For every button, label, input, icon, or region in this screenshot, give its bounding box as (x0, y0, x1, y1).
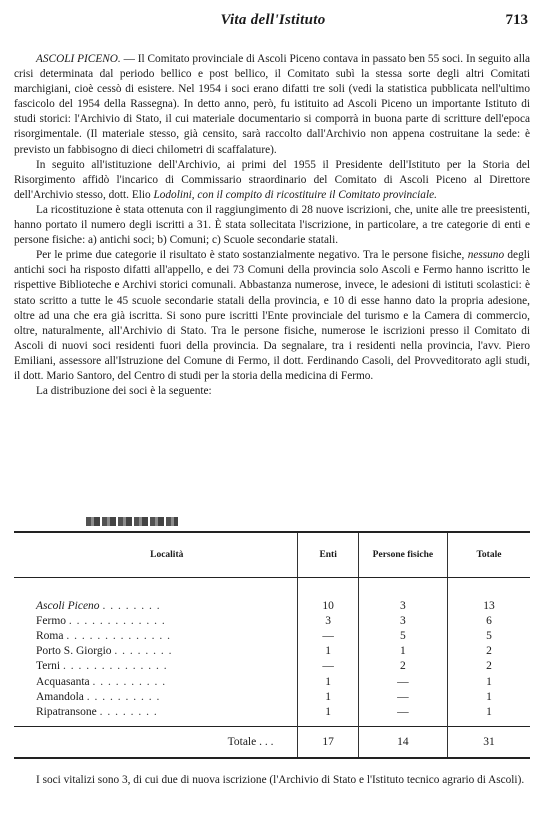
table-row (14, 613, 530, 628)
total-label: Totale . . . (14, 726, 298, 758)
row-location: Amandola (36, 690, 84, 703)
row-totale: 1 (447, 674, 530, 689)
row-persone: 2 (358, 659, 447, 674)
col-header-persone: Persone fisiche (358, 532, 447, 578)
dot-leader: . . . . . . . . . . . . . (68, 614, 166, 627)
paragraph-4 (14, 248, 530, 384)
page-header (18, 12, 528, 34)
row-persone: — (358, 704, 447, 726)
row-enti: 10 (298, 598, 358, 613)
paragraph-2-italic: Lodolini, con il compito di ricostituire il Comitato provinciale. (153, 188, 437, 201)
section-lead: ASCOLI PICENO. (36, 53, 121, 65)
paragraph-2 (14, 158, 530, 203)
table-row (14, 659, 530, 674)
row-enti: 1 (298, 704, 358, 726)
row-totale: 1 (447, 704, 530, 726)
paragraph-2-text: In seguito all'istituzione dell'Archivio, ai primi del 1955 il Presidente dell'Istituto per la Storia del Risorgimento affidò l'incarico di Commissario straordinario del Comitato di Ascoli Piceno al Direttore dell'Archivio stesso, dott. Elio (14, 158, 530, 201)
col-header-localita: Località (14, 532, 298, 578)
row-totale: 2 (447, 644, 530, 659)
row-persone: 3 (358, 598, 447, 613)
total-enti: 17 (298, 726, 358, 758)
row-enti: 3 (298, 613, 358, 628)
paragraph-5-text: La distribuzione dei soci è la seguente: (36, 385, 212, 398)
row-persone: 3 (358, 613, 447, 628)
closing-paragraph: I soci vitalizi sono 3, di cui due di nuova iscrizione (l'Archivio di Stato e l'Istituto tecnico agrario di Ascoli). (36, 774, 525, 786)
table-row (14, 644, 530, 659)
table-header-row (14, 532, 530, 578)
row-totale: 6 (447, 613, 530, 628)
closing-note (14, 773, 530, 788)
row-location: Ascoli Piceno (36, 599, 100, 612)
table-total-row (14, 726, 530, 758)
row-enti: 1 (298, 644, 358, 659)
paragraph-1 (14, 52, 530, 158)
row-persone: 5 (358, 628, 447, 643)
paragraph-3-text: La ricostituzione è stata ottenuta con il raggiungimento di 28 nuove iscrizioni, che, unite alle tre preesistenti, hanno portato il numero degli iscritti a 31. È stata sollecitata l'iscrizione, in particolare, a tre categorie di enti e persone fisiche: a) antichi soci; b) Comuni; c) Scuole secondarie statali. (14, 203, 530, 247)
row-enti: 1 (298, 689, 358, 704)
dot-leader: . . . . . . . . . . . . . . (62, 660, 168, 673)
table-row (14, 628, 530, 643)
row-location: Porto S. Giorgio (36, 645, 112, 658)
table-row (14, 704, 530, 726)
dot-leader: . . . . . . . . . . . . . . (66, 629, 171, 642)
running-title: Vita dell'Istituto (220, 12, 326, 28)
row-enti: — (298, 628, 358, 643)
table-row (14, 689, 530, 704)
row-location: Ripatransone (36, 705, 97, 718)
paragraph-5 (14, 384, 530, 399)
row-location: Roma (36, 629, 64, 642)
row-totale: 1 (447, 689, 530, 704)
row-totale: 13 (447, 598, 530, 613)
row-location: Terni (36, 660, 61, 673)
dot-leader: . . . . . . . . (114, 645, 173, 658)
dot-leader: . . . . . . . . . . (92, 675, 167, 688)
dot-leader: . . . . . . . . (99, 705, 158, 718)
row-enti: — (298, 659, 358, 674)
table-spacer (14, 578, 530, 599)
row-totale: 5 (447, 628, 530, 643)
paragraph-4-text-a: Per le prime due categorie il risultato è stato sostanzialmente negativo. Tra le persone fisiche, (36, 249, 468, 262)
paragraph-4-italic: nessuno (467, 249, 505, 262)
page-number: 713 (505, 12, 528, 28)
paragraph-3 (14, 203, 530, 248)
total-persone: 14 (358, 726, 447, 758)
row-location: Fermo (36, 614, 67, 627)
row-persone: — (358, 674, 447, 689)
dot-leader: . . . . . . . . . . (86, 690, 161, 703)
members-table (14, 531, 530, 759)
row-location: Acquasanta (36, 675, 90, 688)
paragraph-4-text-b: degli antichi soci ha risposto difatti all'appello, e dei 73 Comuni della provincia solo Ascoli e Fermo hanno iscritto le rispettive Biblioteche e Archivi storici comunali. Abbastanza numerose, invece, le adesioni di istituti scolastici: è stato scritto a tutte le 45 scuole secondarie statali della provincia, e 10 di esse hanno dato la propria adesione, oltre ad una che era già iscritta. Si sono pure iscritti l'Ente provinciale del turismo e la Camera di commercio, oltre, naturalmente, all'Archivio di Stato. Tra le persone fisiche, numerose le iscrizioni presso il Comitato di Ascoli di nuovi soci residenti fuori della provincia. Da segnalare, tra i residenti nella provincia, l'avv. Piero Emiliani, assessore all'Istruzione del Comune di Fermo, il dott. Ferdinando Casoli, del Provveditorato agli studi, il dott. Mario Santoro, del Centro di studi per la storia della medicina di Fermo. (14, 249, 530, 382)
row-persone: — (358, 689, 447, 704)
row-persone: 1 (358, 644, 447, 659)
col-header-enti: Enti (298, 532, 358, 578)
article-body (14, 52, 530, 399)
print-smudge (86, 517, 178, 526)
total-totale: 31 (447, 726, 530, 758)
dot-leader: . . . . . . . . (102, 599, 161, 612)
col-header-totale: Totale (447, 532, 530, 578)
table-row (14, 598, 530, 613)
row-enti: 1 (298, 674, 358, 689)
paragraph-1-text: — Il Comitato provinciale di Ascoli Piceno contava in passato ben 55 soci. In seguito alla crisi determinata dal periodo bellico e post bellico, il Comitato subì la stessa sorte degli altri Comitati marchigiani, cioè cessò di esistere. Nel 1954 i soci erano difatti tre soli (vedi la statistica pubblicata nell'ultimo fascicolo del 1954 della Rassegna). In detto anno, però, fu istituito ad Ascoli Piceno un importante Istituto di studi storici: l'Archivio di Stato, il cui materiale documentario si comporrà in buona parte di scritture dell'epoca risorgimentale. (Il materiale stesso, già censito, sarà raccolto dall'Archivio non appena costruitane la sede: è previsto un fabbisogno di dieci chilometri di scaffalature). (14, 53, 530, 156)
table-row (14, 674, 530, 689)
row-totale: 2 (447, 659, 530, 674)
